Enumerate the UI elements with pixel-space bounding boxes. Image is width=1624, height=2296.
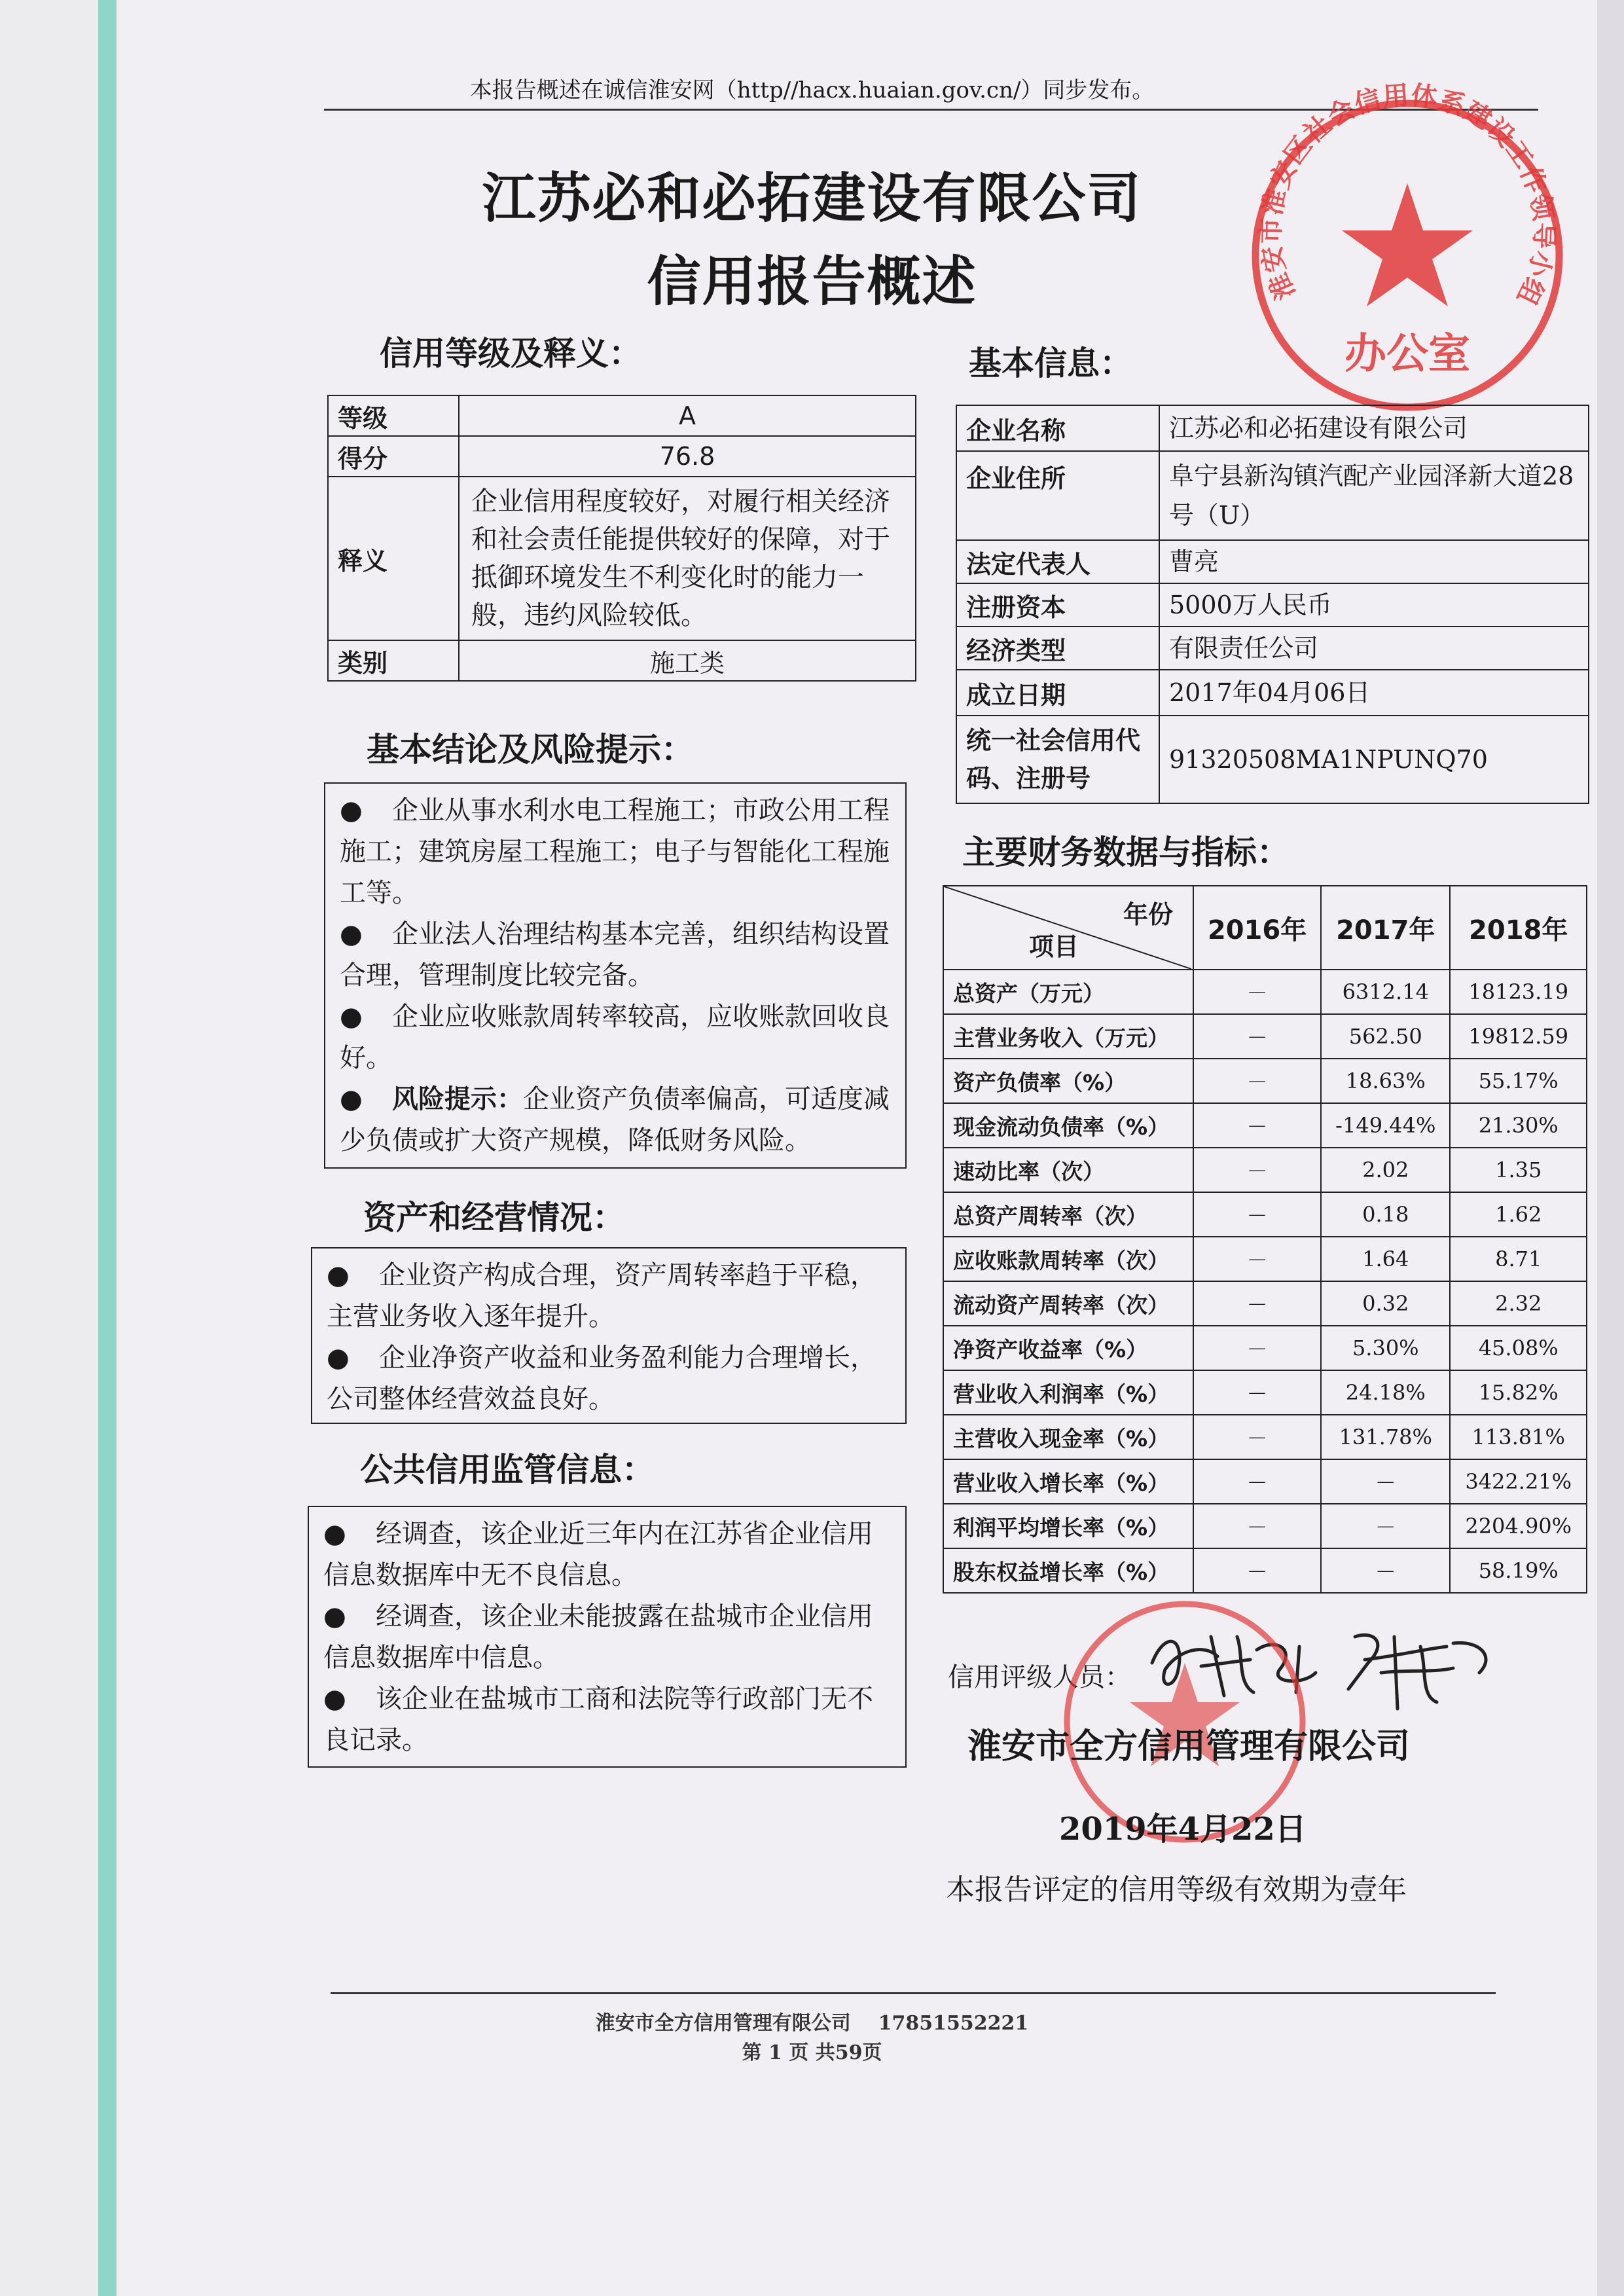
- list-item: ● 经调查，该企业未能披露在盐城市企业信用信息数据库中信息。: [323, 1596, 891, 1679]
- table-row: [943, 1148, 1587, 1192]
- table-row: [943, 1415, 1587, 1459]
- metric-label: 利润平均增长率（%）: [943, 1504, 1193, 1548]
- footer-company: 淮安市全方信用管理有限公司: [595, 2012, 851, 2035]
- econ-type-key: 经济类型: [956, 627, 1159, 670]
- table-row: [956, 716, 1589, 803]
- table-row: [328, 436, 916, 477]
- footer-divider: [331, 1992, 1496, 1994]
- metric-value: 2.32: [1450, 1281, 1587, 1326]
- metric-value: －: [1193, 1059, 1321, 1103]
- founded-key: 成立日期: [956, 670, 1159, 716]
- supervision-heading: 公共信用监管信息：: [360, 1451, 655, 1489]
- metric-label: 营业收入增长率（%）: [943, 1459, 1193, 1504]
- metric-value: 24.18%: [1321, 1370, 1450, 1415]
- meaning-key: 释义: [328, 477, 459, 640]
- metric-value: －: [1193, 1548, 1321, 1593]
- table-row: [956, 670, 1589, 716]
- metric-value: -149.44%: [1321, 1103, 1450, 1148]
- list-item: ● 企业净资产收益和业务盈利能力合理增长，公司整体经营效益良好。: [327, 1338, 891, 1420]
- stamp-ring-text: 淮安市淮安区社会信用体系建设工作领导小组: [1255, 80, 1559, 310]
- metric-label: 净资产收益率（%）: [943, 1326, 1193, 1370]
- category-value: 施工类: [459, 640, 916, 681]
- company-name-value: 江苏必和必拓建设有限公司: [1159, 405, 1589, 451]
- metric-value: 5.30%: [1321, 1326, 1450, 1370]
- metric-value: 21.30%: [1450, 1103, 1587, 1148]
- metric-value: －: [1321, 1548, 1450, 1593]
- address-key: 企业住所: [956, 451, 1159, 540]
- metric-value: －: [1193, 1281, 1321, 1326]
- list-item: ● 该企业在盐城市工商和法院等行政部门无不良记录。: [323, 1679, 891, 1761]
- table-row: [943, 1281, 1587, 1326]
- bullet-icon: ●: [340, 1002, 363, 1032]
- metric-value: －: [1193, 1148, 1321, 1192]
- table-row: [943, 1459, 1587, 1504]
- bullet-icon: ●: [327, 1260, 350, 1290]
- metric-label: 总资产（万元）: [943, 970, 1193, 1014]
- table-row: [943, 970, 1587, 1014]
- table-row: [956, 583, 1589, 627]
- metric-value: －: [1193, 1326, 1321, 1370]
- metric-value: 1.35: [1450, 1148, 1587, 1192]
- table-row: [328, 395, 916, 436]
- metric-value: 15.82%: [1450, 1370, 1587, 1415]
- metric-label: 营业收入利润率（%）: [943, 1370, 1193, 1415]
- table-row: [328, 640, 916, 681]
- company-name-key: 企业名称: [956, 405, 1159, 451]
- basic-info-table: [956, 405, 1589, 804]
- rating-company: 淮安市全方信用管理有限公司: [967, 1727, 1411, 1766]
- report-date: 2019年4月22日: [1059, 1811, 1307, 1848]
- bullet-icon: ●: [323, 1601, 346, 1631]
- grade-heading: 信用等级及释义：: [380, 335, 641, 373]
- metric-value: 2204.90%: [1450, 1504, 1587, 1548]
- founded-value: 2017年04月06日: [1159, 670, 1589, 716]
- metric-value: 18123.19: [1450, 970, 1587, 1014]
- official-stamp: [1231, 79, 1584, 432]
- risk-label: 风险提示：: [392, 1084, 523, 1114]
- validity-note: 本报告评定的信用等级有效期为壹年: [946, 1873, 1407, 1906]
- grade-table: [327, 395, 916, 682]
- metric-label: 现金流动负债率（%）: [943, 1103, 1193, 1148]
- metric-label: 应收账款周转率（次）: [943, 1237, 1193, 1281]
- binding-strip: [98, 0, 117, 2296]
- metric-value: 113.81%: [1450, 1415, 1587, 1459]
- bullet-icon: ●: [323, 1684, 346, 1714]
- metric-label: 主营业务收入（万元）: [943, 1014, 1193, 1059]
- corner-item-label: 项目: [1029, 932, 1079, 961]
- bullet-icon: ●: [340, 1084, 363, 1114]
- footer-company-line: [0, 2007, 1624, 2035]
- metric-label: 资产负债率（%）: [943, 1059, 1193, 1103]
- metric-label: 速动比率（次）: [943, 1148, 1193, 1192]
- category-key: 类别: [328, 640, 459, 681]
- metric-value: －: [1193, 1504, 1321, 1548]
- footer-phone: 17851552221: [878, 2012, 1029, 2035]
- metric-value: －: [1193, 1103, 1321, 1148]
- finance-table-body: [943, 970, 1587, 1593]
- legal-rep-key: 法定代表人: [956, 540, 1159, 583]
- table-row: [328, 477, 916, 640]
- address-value: 阜宁县新沟镇汽配产业园泽新大道28号（U）: [1159, 451, 1589, 540]
- finance-heading: 主要财务数据与指标：: [962, 833, 1290, 871]
- basic-info-heading: 基本信息：: [969, 344, 1132, 382]
- table-row: [943, 1326, 1587, 1370]
- metric-label: 股东权益增长率（%）: [943, 1548, 1193, 1593]
- list-item: ● 企业资产构成合理，资产周转率趋于平稳，主营业务收入逐年提升。: [327, 1255, 891, 1338]
- metric-value: －: [1193, 1237, 1321, 1281]
- score-value: 76.8: [459, 436, 916, 477]
- metric-value: 562.50: [1321, 1014, 1450, 1059]
- list-item: ● 经调查，该企业近三年内在江苏省企业信用信息数据库中无不良信息。: [323, 1514, 891, 1596]
- legal-rep-value: 曹亮: [1159, 540, 1589, 583]
- metric-value: －: [1193, 1014, 1321, 1059]
- table-row: [956, 540, 1589, 583]
- metric-value: 2.02: [1321, 1148, 1450, 1192]
- stamp-center-text: 办公室: [1344, 330, 1470, 378]
- table-row: [956, 405, 1589, 451]
- stamp-star-icon: [1342, 183, 1473, 306]
- metric-value: 6312.14: [1321, 970, 1450, 1014]
- table-row: [943, 1192, 1587, 1237]
- year-header: 2016年: [1193, 886, 1321, 970]
- bullet-icon: ●: [340, 919, 363, 949]
- list-item: ● 企业应收账款周转率较高，应收账款回收良好。: [340, 996, 891, 1079]
- table-header-row: [943, 886, 1587, 970]
- metric-value: －: [1321, 1459, 1450, 1504]
- metric-value: 1.62: [1450, 1192, 1587, 1237]
- bullet-icon: ●: [340, 795, 363, 826]
- metric-value: 18.63%: [1321, 1059, 1450, 1103]
- metric-value: 0.18: [1321, 1192, 1450, 1237]
- finance-table: [943, 885, 1587, 1594]
- list-item: ● 企业从事水利水电工程施工；市政公用工程施工；建筑房屋工程施工；电子与智能化工程施工等。: [340, 790, 891, 914]
- table-row: [943, 1237, 1587, 1281]
- metric-value: 8.71: [1450, 1237, 1587, 1281]
- capital-value: 5000万人民币: [1159, 583, 1589, 627]
- metric-value: 55.17%: [1450, 1059, 1587, 1103]
- metric-value: 3422.21%: [1450, 1459, 1587, 1504]
- year-header: 2017年: [1321, 886, 1450, 970]
- table-row: [943, 1059, 1587, 1103]
- table-row: [943, 1370, 1587, 1415]
- page-number: 第 1 页 共59页: [742, 2041, 882, 2064]
- table-row: [956, 627, 1589, 670]
- table-row: [943, 1014, 1587, 1059]
- assets-heading: 资产和经营情况：: [363, 1199, 625, 1237]
- corner-year-label: 年份: [1123, 900, 1173, 929]
- grade-key: 等级: [328, 395, 459, 436]
- scan-left-margin: [0, 0, 98, 2296]
- report-title: 信用报告概述: [647, 251, 977, 313]
- table-row: [943, 1103, 1587, 1148]
- metric-label: 流动资产周转率（次）: [943, 1281, 1193, 1326]
- metric-value: －: [1193, 970, 1321, 1014]
- capital-key: 注册资本: [956, 583, 1159, 627]
- metric-value: 19812.59: [1450, 1014, 1587, 1059]
- table-row: [956, 451, 1589, 540]
- metric-value: －: [1321, 1504, 1450, 1548]
- metric-value: －: [1193, 1459, 1321, 1504]
- header-note: 本报告概述在诚信淮安网（http//hacx.huaian.gov.cn/）同步发布。: [469, 77, 1155, 103]
- metric-value: 131.78%: [1321, 1415, 1450, 1459]
- meaning-value: 企业信用程度较好，对履行相关经济和社会责任能提供较好的保障，对于抵御环境发生不利变化时的能力一般，违约风险较低。: [459, 477, 916, 640]
- credit-code-key: 统一社会信用代码、注册号: [956, 716, 1159, 803]
- scan-right-margin: [1597, 0, 1624, 2296]
- metric-label: 总资产周转率（次）: [943, 1192, 1193, 1237]
- grade-value: A: [459, 395, 916, 436]
- supervision-box: [308, 1506, 907, 1768]
- metric-value: 45.08%: [1450, 1326, 1587, 1370]
- metric-label: 主营收入现金率（%）: [943, 1415, 1193, 1459]
- list-item: ● 风险提示：企业资产负债率偏高，可适度减少负债或扩大资产规模，降低财务风险。: [340, 1079, 891, 1161]
- list-item: ● 企业法人治理结构基本完善，组织结构设置合理，管理制度比较完备。: [340, 914, 891, 996]
- metric-value: －: [1193, 1370, 1321, 1415]
- corner-header: [943, 886, 1193, 970]
- metric-value: －: [1193, 1192, 1321, 1237]
- assets-box: [311, 1247, 907, 1424]
- credit-code-value: 91320508MA1NPUNQ70: [1159, 716, 1589, 803]
- econ-type-value: 有限责任公司: [1159, 627, 1589, 670]
- table-row: [943, 1504, 1587, 1548]
- metric-value: 1.64: [1321, 1237, 1450, 1281]
- bullet-icon: ●: [327, 1343, 350, 1373]
- metric-value: 58.19%: [1450, 1548, 1587, 1593]
- bullet-icon: ●: [323, 1519, 346, 1549]
- year-header: 2018年: [1450, 886, 1587, 970]
- company-title: 江苏必和必拓建设有限公司: [482, 168, 1142, 230]
- conclusion-box: [324, 782, 907, 1169]
- conclusion-heading: 基本结论及风险提示：: [367, 731, 694, 769]
- metric-value: －: [1193, 1415, 1321, 1459]
- metric-value: 0.32: [1321, 1281, 1450, 1326]
- rater-label: 信用评级人员：: [948, 1662, 1131, 1692]
- score-key: 得分: [328, 436, 459, 477]
